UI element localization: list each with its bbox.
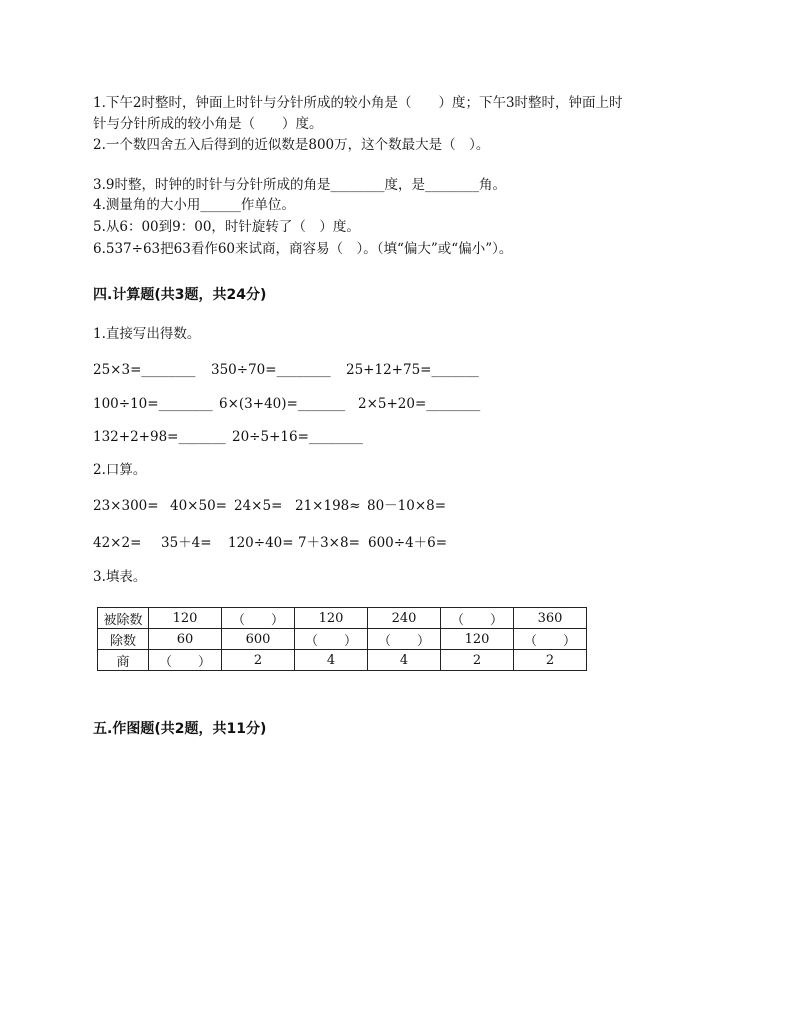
table-cell: （ ）: [514, 629, 587, 650]
table-cell: 2: [441, 650, 514, 671]
calc-q2-item: 35＋4=: [161, 535, 212, 551]
calc-q1-item: 25×3=________: [93, 362, 196, 378]
table-cell: 被除数: [98, 608, 149, 629]
calc-q2-item: 120÷40=: [228, 535, 294, 551]
calc-q2-item: 600÷4＋6=: [368, 535, 448, 551]
calc-q1-item: 20÷5+16=________: [232, 429, 363, 445]
calc-q1-item: 132+2+98=_______: [93, 429, 226, 445]
calc-q1-item: 6×(3+40)=_______: [219, 396, 346, 412]
fill-blank-q2: 2.一个数四舍五入后得到的近似数是800万，这个数最大是（ ）。: [93, 137, 490, 153]
table-cell: 除数: [98, 629, 149, 650]
table-cell: 商: [98, 650, 149, 671]
table-cell: 60: [149, 629, 222, 650]
table-cell: （ ）: [222, 608, 295, 629]
calc-q2-item: 23×300=: [93, 498, 159, 514]
table-cell: （ ）: [441, 608, 514, 629]
calc-q2-item: 42×2=: [93, 535, 142, 551]
fill-blank-q5: 5.从6：00到9：00，时针旋转了（ ）度。: [93, 219, 360, 235]
table-cell: 120: [441, 629, 514, 650]
table-cell: （ ）: [368, 629, 441, 650]
table-row: [98, 608, 587, 629]
table-cell: 600: [222, 629, 295, 650]
calc-q1-item: 2×5+20=________: [358, 396, 481, 412]
table-cell: 360: [514, 608, 587, 629]
calc-q1-item: 100÷10=________: [93, 396, 213, 412]
calc-q2-item: 21×198≈: [295, 498, 361, 514]
table-cell: （ ）: [295, 629, 368, 650]
calc-q2-item: 80－10×8=: [367, 498, 447, 514]
table-cell: 120: [295, 608, 368, 629]
fill-blank-q6: 6.537÷63把63看作60来试商，商容易（ ）。（填“偏大”或“偏小”）。: [93, 241, 513, 257]
table-cell: 120: [149, 608, 222, 629]
fill-blank-q4: 4.测量角的大小用______作单位。: [93, 197, 295, 213]
fill-blank-q1-line1: 1.下午2时整时，钟面上时针与分针所成的较小角是（ ）度；下午3时整时，钟面上时: [93, 95, 623, 111]
calc-q1-item: 350÷70=________: [211, 362, 331, 378]
calc-q2-item: 7＋3×8=: [298, 535, 360, 551]
calc-q2-item: 40×50=: [170, 498, 227, 514]
fill-blank-q3: 3.9时整，时钟的时针与分针所成的角是________度，是________角。: [93, 177, 506, 193]
table-cell: 4: [368, 650, 441, 671]
calc-q1-title: 1.直接写出得数。: [93, 326, 201, 342]
table-cell: 4: [295, 650, 368, 671]
table-cell: 2: [514, 650, 587, 671]
table-cell: 2: [222, 650, 295, 671]
table-row: [98, 650, 587, 671]
table-row: [98, 629, 587, 650]
calc-q1-item: 25+12+75=_______: [346, 362, 479, 378]
fill-blank-q1-line2: 针与分针所成的较小角是（ ）度。: [93, 116, 323, 132]
section4-title: 四.计算题(共3题，共24分): [93, 287, 267, 303]
table-cell: 240: [368, 608, 441, 629]
calc-q3-title: 3.填表。: [93, 569, 147, 585]
section5-title: 五.作图题(共2题，共11分): [93, 721, 267, 737]
table-cell: （ ）: [149, 650, 222, 671]
calc-q2-item: 24×5=: [234, 498, 283, 514]
fill-table: [97, 607, 587, 671]
calc-q2-title: 2.口算。: [93, 462, 147, 478]
